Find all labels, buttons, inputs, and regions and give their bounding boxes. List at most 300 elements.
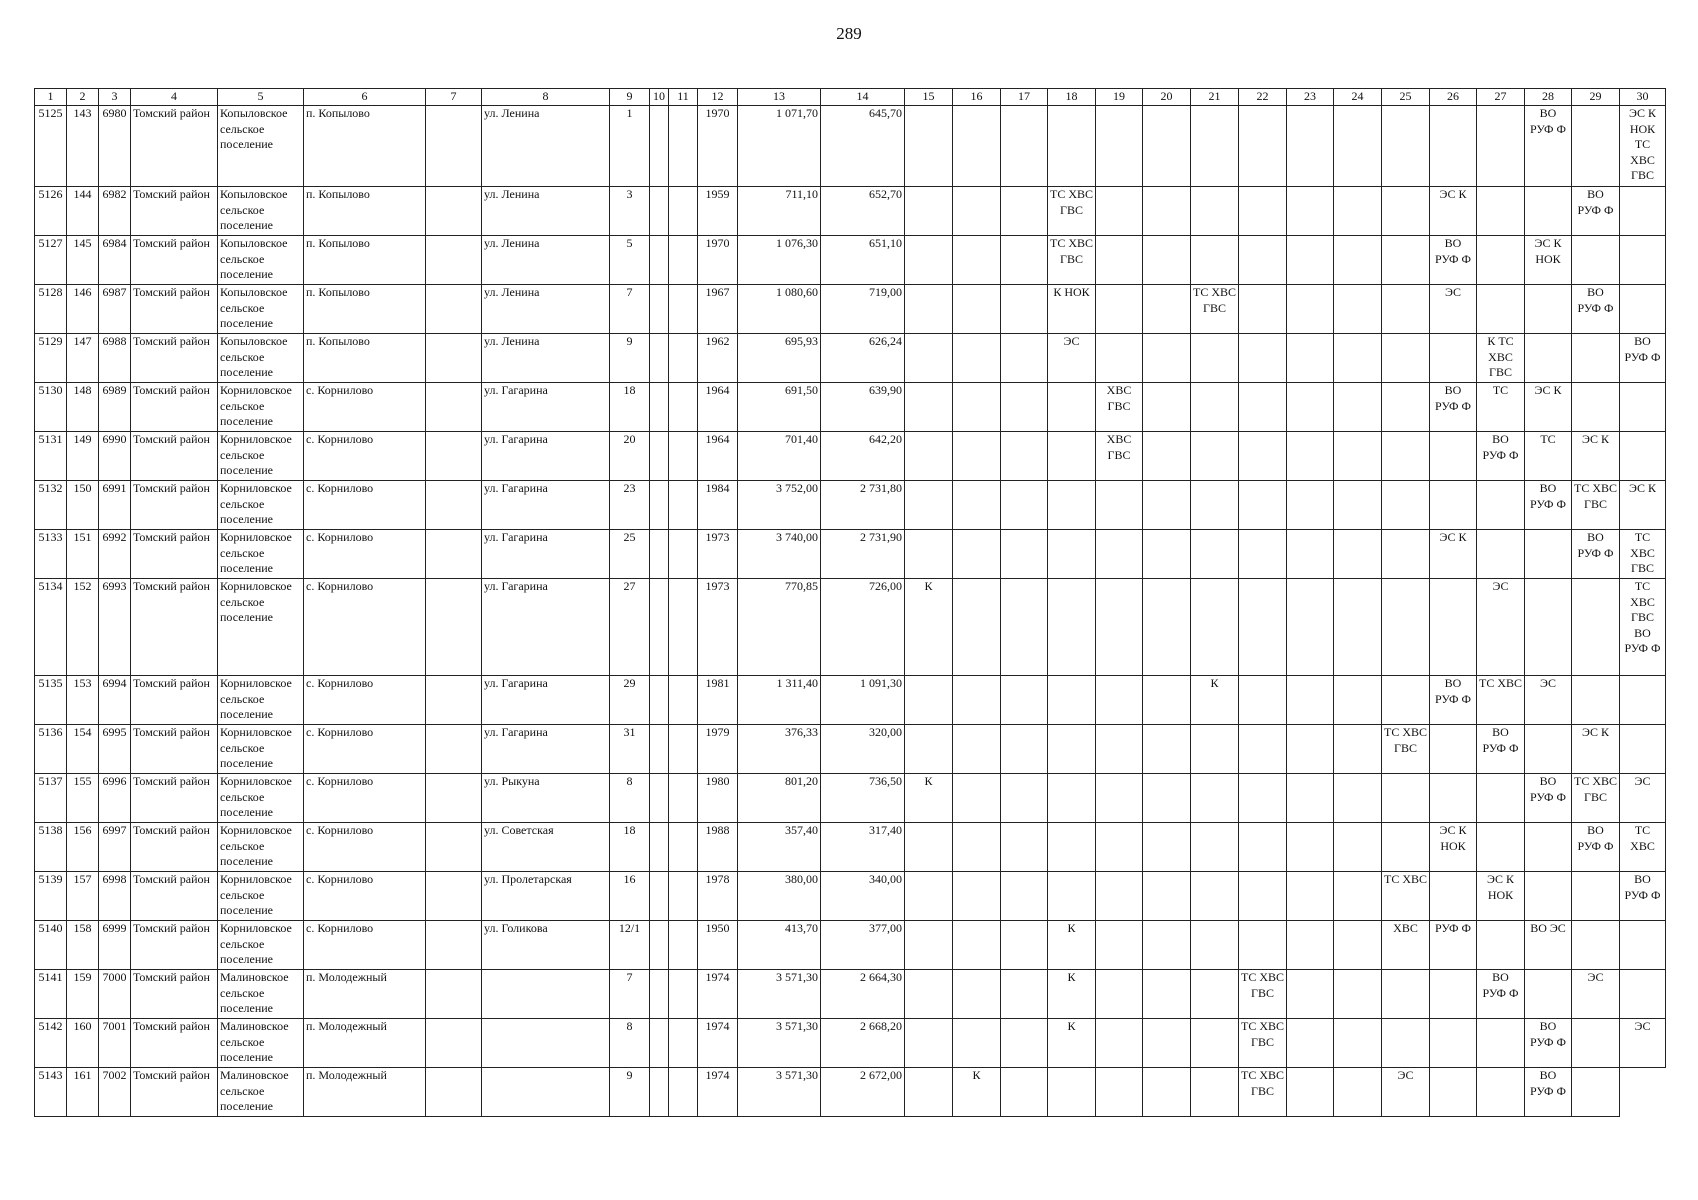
cell-col-14: 320,00 bbox=[821, 725, 905, 774]
cell-col-5: Корниловское сельское поселение bbox=[218, 774, 304, 823]
cell-col-10 bbox=[650, 106, 669, 187]
cell-col-5: Копыловское сельское поселение bbox=[218, 236, 304, 285]
cell-col-24 bbox=[1334, 530, 1382, 579]
cell-col-21 bbox=[1191, 481, 1239, 530]
cell-col-14: 639,90 bbox=[821, 383, 905, 432]
cell-col-20 bbox=[1143, 530, 1191, 579]
cell-col-15 bbox=[905, 481, 953, 530]
cell-col-18 bbox=[1048, 530, 1096, 579]
cell-col-10 bbox=[650, 921, 669, 970]
cell-col-3: 6988 bbox=[99, 334, 131, 383]
cell-col-8: ул. Ленина bbox=[482, 285, 610, 334]
page-number: 289 bbox=[836, 24, 862, 43]
cell-col-3: 6993 bbox=[99, 579, 131, 676]
cell-col-12: 1962 bbox=[698, 334, 738, 383]
cell-col-2: 161 bbox=[67, 1068, 99, 1117]
cell-col-26: ВО РУФ Ф bbox=[1430, 236, 1477, 285]
cell-col-15 bbox=[905, 530, 953, 579]
cell-col-14: 2 668,20 bbox=[821, 1019, 905, 1068]
cell-col-5: Корниловское сельское поселение bbox=[218, 530, 304, 579]
cell-col-19 bbox=[1096, 872, 1143, 921]
cell-col-12: 1978 bbox=[698, 872, 738, 921]
table-row bbox=[35, 823, 1666, 872]
cell-col-20 bbox=[1143, 921, 1191, 970]
cell-col-18: К bbox=[1048, 921, 1096, 970]
column-number-12: 12 bbox=[698, 89, 738, 106]
cell-col-26: ВО РУФ Ф bbox=[1430, 383, 1477, 432]
cell-col-18: ТС ХВС ГВС bbox=[1048, 187, 1096, 236]
cell-col-24 bbox=[1334, 187, 1382, 236]
cell-col-23 bbox=[1287, 1019, 1334, 1068]
cell-col-18 bbox=[1048, 432, 1096, 481]
cell-col-20 bbox=[1143, 481, 1191, 530]
cell-col-23 bbox=[1287, 1068, 1334, 1117]
cell-col-23 bbox=[1287, 676, 1334, 725]
cell-col-27 bbox=[1477, 285, 1525, 334]
cell-col-6: с. Корнилово bbox=[304, 383, 426, 432]
cell-col-22 bbox=[1239, 432, 1287, 481]
cell-col-30: ЭС К НОК ТС ХВС ГВС bbox=[1620, 106, 1666, 187]
cell-col-26 bbox=[1430, 1068, 1477, 1117]
cell-col-29: ВО РУФ Ф bbox=[1572, 530, 1620, 579]
cell-col-22 bbox=[1239, 236, 1287, 285]
cell-col-15: К bbox=[905, 774, 953, 823]
cell-col-8: ул. Гагарина bbox=[482, 481, 610, 530]
cell-col-22 bbox=[1239, 285, 1287, 334]
cell-col-25 bbox=[1382, 285, 1430, 334]
cell-col-23 bbox=[1287, 774, 1334, 823]
column-number-7: 7 bbox=[426, 89, 482, 106]
cell-col-13: 691,50 bbox=[738, 383, 821, 432]
column-number-16: 16 bbox=[953, 89, 1001, 106]
cell-col-28: ТС bbox=[1525, 432, 1572, 481]
cell-col-12: 1970 bbox=[698, 106, 738, 187]
cell-col-27 bbox=[1477, 236, 1525, 285]
cell-col-13: 376,33 bbox=[738, 725, 821, 774]
cell-col-28: ЭС К НОК bbox=[1525, 236, 1572, 285]
cell-col-27: ЭС К НОК bbox=[1477, 872, 1525, 921]
cell-col-28 bbox=[1525, 579, 1572, 676]
table-row bbox=[35, 1019, 1666, 1068]
cell-col-23 bbox=[1287, 334, 1334, 383]
cell-col-23 bbox=[1287, 823, 1334, 872]
column-number-14: 14 bbox=[821, 89, 905, 106]
cell-col-2: 144 bbox=[67, 187, 99, 236]
cell-col-21 bbox=[1191, 1068, 1239, 1117]
cell-col-8: ул. Советская bbox=[482, 823, 610, 872]
cell-col-13: 1 076,30 bbox=[738, 236, 821, 285]
cell-col-29 bbox=[1572, 1019, 1620, 1068]
cell-col-6: п. Копылово bbox=[304, 334, 426, 383]
cell-col-3: 6984 bbox=[99, 236, 131, 285]
cell-col-23 bbox=[1287, 970, 1334, 1019]
cell-col-24 bbox=[1334, 1068, 1382, 1117]
column-number-28: 28 bbox=[1525, 89, 1572, 106]
cell-col-11 bbox=[669, 106, 698, 187]
cell-col-17 bbox=[1001, 106, 1048, 187]
column-number-1: 1 bbox=[35, 89, 67, 106]
cell-col-17 bbox=[1001, 970, 1048, 1019]
cell-col-24 bbox=[1334, 823, 1382, 872]
cell-col-22 bbox=[1239, 823, 1287, 872]
table-row bbox=[35, 676, 1666, 725]
table-row bbox=[35, 285, 1666, 334]
cell-col-13: 3 571,30 bbox=[738, 1068, 821, 1117]
cell-col-24 bbox=[1334, 579, 1382, 676]
cell-col-21 bbox=[1191, 530, 1239, 579]
cell-col-18 bbox=[1048, 676, 1096, 725]
cell-col-7 bbox=[426, 1068, 482, 1117]
cell-col-29: ВО РУФ Ф bbox=[1572, 285, 1620, 334]
cell-col-6: с. Корнилово bbox=[304, 823, 426, 872]
cell-col-21: К bbox=[1191, 676, 1239, 725]
cell-col-30: ТС ХВС bbox=[1620, 823, 1666, 872]
cell-col-9: 8 bbox=[610, 1019, 650, 1068]
cell-col-12: 1980 bbox=[698, 774, 738, 823]
column-number-20: 20 bbox=[1143, 89, 1191, 106]
cell-col-3: 6982 bbox=[99, 187, 131, 236]
cell-col-15 bbox=[905, 823, 953, 872]
cell-col-28: ВО ЭС bbox=[1525, 921, 1572, 970]
cell-col-23 bbox=[1287, 725, 1334, 774]
cell-col-8: ул. Гагарина bbox=[482, 432, 610, 481]
table-row bbox=[35, 530, 1666, 579]
cell-col-26 bbox=[1430, 872, 1477, 921]
cell-col-1: 5142 bbox=[35, 1019, 67, 1068]
cell-col-14: 645,70 bbox=[821, 106, 905, 187]
cell-col-22 bbox=[1239, 106, 1287, 187]
cell-col-25: ХВС bbox=[1382, 921, 1430, 970]
cell-col-4: Томский район bbox=[131, 872, 218, 921]
cell-col-6: с. Корнилово bbox=[304, 579, 426, 676]
cell-col-22 bbox=[1239, 334, 1287, 383]
cell-col-24 bbox=[1334, 383, 1382, 432]
cell-col-7 bbox=[426, 725, 482, 774]
cell-col-27 bbox=[1477, 1068, 1525, 1117]
cell-col-14: 736,50 bbox=[821, 774, 905, 823]
cell-col-26: ЭС К НОК bbox=[1430, 823, 1477, 872]
column-number-30: 30 bbox=[1620, 89, 1666, 106]
cell-col-30: ЭС bbox=[1620, 774, 1666, 823]
column-number-15: 15 bbox=[905, 89, 953, 106]
cell-col-21 bbox=[1191, 872, 1239, 921]
cell-col-21 bbox=[1191, 970, 1239, 1019]
cell-col-10 bbox=[650, 187, 669, 236]
cell-col-12: 1974 bbox=[698, 970, 738, 1019]
cell-col-9: 31 bbox=[610, 725, 650, 774]
cell-col-27: ВО РУФ Ф bbox=[1477, 725, 1525, 774]
cell-col-15 bbox=[905, 676, 953, 725]
cell-col-28 bbox=[1525, 530, 1572, 579]
cell-col-6: с. Корнилово bbox=[304, 774, 426, 823]
cell-col-19 bbox=[1096, 334, 1143, 383]
cell-col-13: 3 740,00 bbox=[738, 530, 821, 579]
cell-col-6: с. Корнилово bbox=[304, 481, 426, 530]
cell-col-3: 6994 bbox=[99, 676, 131, 725]
cell-col-14: 652,70 bbox=[821, 187, 905, 236]
cell-col-27: К ТС ХВС ГВС bbox=[1477, 334, 1525, 383]
cell-col-10 bbox=[650, 334, 669, 383]
cell-col-23 bbox=[1287, 872, 1334, 921]
cell-col-20 bbox=[1143, 1019, 1191, 1068]
cell-col-10 bbox=[650, 872, 669, 921]
cell-col-19 bbox=[1096, 676, 1143, 725]
column-number-19: 19 bbox=[1096, 89, 1143, 106]
cell-col-17 bbox=[1001, 187, 1048, 236]
column-number-24: 24 bbox=[1334, 89, 1382, 106]
cell-col-24 bbox=[1334, 481, 1382, 530]
cell-col-30: ТС ХВС ГВС bbox=[1620, 530, 1666, 579]
table-row bbox=[35, 187, 1666, 236]
cell-col-23 bbox=[1287, 383, 1334, 432]
cell-col-1: 5141 bbox=[35, 970, 67, 1019]
cell-col-16 bbox=[953, 579, 1001, 676]
cell-col-4: Томский район bbox=[131, 106, 218, 187]
table-row bbox=[35, 725, 1666, 774]
cell-col-29: ТС ХВС ГВС bbox=[1572, 481, 1620, 530]
cell-col-6: п. Копылово bbox=[304, 285, 426, 334]
cell-col-27: ТС ХВС bbox=[1477, 676, 1525, 725]
cell-col-5: Копыловское сельское поселение bbox=[218, 187, 304, 236]
cell-col-2: 151 bbox=[67, 530, 99, 579]
cell-col-5: Малиновское сельское поселение bbox=[218, 1068, 304, 1117]
cell-col-3: 6997 bbox=[99, 823, 131, 872]
cell-col-9: 5 bbox=[610, 236, 650, 285]
cell-col-13: 1 311,40 bbox=[738, 676, 821, 725]
cell-col-18 bbox=[1048, 823, 1096, 872]
cell-col-14: 2 731,80 bbox=[821, 481, 905, 530]
cell-col-24 bbox=[1334, 236, 1382, 285]
cell-col-21 bbox=[1191, 106, 1239, 187]
cell-col-17 bbox=[1001, 774, 1048, 823]
table-row bbox=[35, 872, 1666, 921]
cell-col-11 bbox=[669, 383, 698, 432]
cell-col-10 bbox=[650, 432, 669, 481]
cell-col-9: 7 bbox=[610, 285, 650, 334]
cell-col-30: ВО РУФ Ф bbox=[1620, 334, 1666, 383]
cell-col-29 bbox=[1572, 334, 1620, 383]
cell-col-22 bbox=[1239, 921, 1287, 970]
cell-col-9: 9 bbox=[610, 1068, 650, 1117]
cell-col-15 bbox=[905, 1068, 953, 1117]
cell-col-19 bbox=[1096, 774, 1143, 823]
cell-col-18: К bbox=[1048, 970, 1096, 1019]
column-number-3: 3 bbox=[99, 89, 131, 106]
cell-col-29 bbox=[1572, 236, 1620, 285]
cell-col-23 bbox=[1287, 236, 1334, 285]
cell-col-23 bbox=[1287, 481, 1334, 530]
cell-col-5: Корниловское сельское поселение bbox=[218, 432, 304, 481]
column-number-17: 17 bbox=[1001, 89, 1048, 106]
cell-col-7 bbox=[426, 872, 482, 921]
cell-col-17 bbox=[1001, 285, 1048, 334]
cell-col-28: ВО РУФ Ф bbox=[1525, 1068, 1572, 1117]
cell-col-2: 155 bbox=[67, 774, 99, 823]
cell-col-2: 153 bbox=[67, 676, 99, 725]
cell-col-7 bbox=[426, 970, 482, 1019]
cell-col-2: 150 bbox=[67, 481, 99, 530]
cell-col-20 bbox=[1143, 432, 1191, 481]
cell-col-20 bbox=[1143, 187, 1191, 236]
cell-col-10 bbox=[650, 1068, 669, 1117]
cell-col-29: ВО РУФ Ф bbox=[1572, 187, 1620, 236]
cell-col-14: 2 672,00 bbox=[821, 1068, 905, 1117]
cell-col-17 bbox=[1001, 1068, 1048, 1117]
cell-col-21: ТС ХВС ГВС bbox=[1191, 285, 1239, 334]
cell-col-19 bbox=[1096, 1068, 1143, 1117]
cell-col-21 bbox=[1191, 823, 1239, 872]
cell-col-28: ЭС К bbox=[1525, 383, 1572, 432]
cell-col-13: 1 071,70 bbox=[738, 106, 821, 187]
cell-col-23 bbox=[1287, 530, 1334, 579]
cell-col-7 bbox=[426, 106, 482, 187]
cell-col-17 bbox=[1001, 579, 1048, 676]
cell-col-27 bbox=[1477, 774, 1525, 823]
column-number-13: 13 bbox=[738, 89, 821, 106]
cell-col-25 bbox=[1382, 236, 1430, 285]
cell-col-12: 1984 bbox=[698, 481, 738, 530]
cell-col-5: Корниловское сельское поселение bbox=[218, 579, 304, 676]
cell-col-7 bbox=[426, 481, 482, 530]
cell-col-15 bbox=[905, 725, 953, 774]
cell-col-16 bbox=[953, 774, 1001, 823]
cell-col-12: 1981 bbox=[698, 676, 738, 725]
cell-col-28 bbox=[1525, 285, 1572, 334]
cell-col-18 bbox=[1048, 481, 1096, 530]
cell-col-25 bbox=[1382, 187, 1430, 236]
cell-col-21 bbox=[1191, 1019, 1239, 1068]
cell-col-16 bbox=[953, 236, 1001, 285]
cell-col-24 bbox=[1334, 725, 1382, 774]
column-number-11: 11 bbox=[669, 89, 698, 106]
cell-col-3: 6987 bbox=[99, 285, 131, 334]
cell-col-21 bbox=[1191, 383, 1239, 432]
cell-col-3: 6991 bbox=[99, 481, 131, 530]
cell-col-11 bbox=[669, 481, 698, 530]
cell-col-20 bbox=[1143, 579, 1191, 676]
table-row bbox=[35, 1068, 1666, 1117]
cell-col-2: 154 bbox=[67, 725, 99, 774]
cell-col-19 bbox=[1096, 823, 1143, 872]
cell-col-11 bbox=[669, 1068, 698, 1117]
cell-col-24 bbox=[1334, 872, 1382, 921]
cell-col-30 bbox=[1620, 187, 1666, 236]
cell-col-29: ЭС К bbox=[1572, 725, 1620, 774]
cell-col-7 bbox=[426, 187, 482, 236]
cell-col-26 bbox=[1430, 579, 1477, 676]
cell-col-13: 711,10 bbox=[738, 187, 821, 236]
cell-col-26: ЭС К bbox=[1430, 187, 1477, 236]
cell-col-11 bbox=[669, 725, 698, 774]
cell-col-3: 6996 bbox=[99, 774, 131, 823]
cell-col-25 bbox=[1382, 676, 1430, 725]
cell-col-21 bbox=[1191, 236, 1239, 285]
table-row bbox=[35, 432, 1666, 481]
cell-col-5: Копыловское сельское поселение bbox=[218, 334, 304, 383]
cell-col-18 bbox=[1048, 872, 1096, 921]
cell-col-13: 770,85 bbox=[738, 579, 821, 676]
cell-col-8: ул. Гагарина bbox=[482, 530, 610, 579]
cell-col-10 bbox=[650, 579, 669, 676]
cell-col-15 bbox=[905, 236, 953, 285]
cell-col-29 bbox=[1572, 872, 1620, 921]
cell-col-24 bbox=[1334, 970, 1382, 1019]
cell-col-19 bbox=[1096, 1019, 1143, 1068]
cell-col-15 bbox=[905, 106, 953, 187]
cell-col-30 bbox=[1620, 383, 1666, 432]
cell-col-26: ВО РУФ Ф bbox=[1430, 676, 1477, 725]
cell-col-24 bbox=[1334, 334, 1382, 383]
cell-col-5: Копыловское сельское поселение bbox=[218, 285, 304, 334]
cell-col-8: ул. Ленина bbox=[482, 187, 610, 236]
column-number-23: 23 bbox=[1287, 89, 1334, 106]
cell-col-28 bbox=[1525, 970, 1572, 1019]
cell-col-25 bbox=[1382, 823, 1430, 872]
cell-col-30 bbox=[1620, 432, 1666, 481]
cell-col-5: Корниловское сельское поселение bbox=[218, 872, 304, 921]
cell-col-26 bbox=[1430, 1019, 1477, 1068]
cell-col-2: 157 bbox=[67, 872, 99, 921]
cell-col-30 bbox=[1620, 970, 1666, 1019]
cell-col-20 bbox=[1143, 106, 1191, 187]
cell-col-7 bbox=[426, 236, 482, 285]
cell-col-10 bbox=[650, 236, 669, 285]
cell-col-29 bbox=[1572, 676, 1620, 725]
cell-col-4: Томский район bbox=[131, 676, 218, 725]
cell-col-6: п. Молодежный bbox=[304, 970, 426, 1019]
cell-col-1: 5127 bbox=[35, 236, 67, 285]
cell-col-8 bbox=[482, 1019, 610, 1068]
column-number-2: 2 bbox=[67, 89, 99, 106]
cell-col-2: 149 bbox=[67, 432, 99, 481]
cell-col-18 bbox=[1048, 774, 1096, 823]
cell-col-6: п. Копылово bbox=[304, 106, 426, 187]
cell-col-4: Томский район bbox=[131, 481, 218, 530]
cell-col-16 bbox=[953, 872, 1001, 921]
column-number-27: 27 bbox=[1477, 89, 1525, 106]
cell-col-2: 147 bbox=[67, 334, 99, 383]
table-body bbox=[35, 106, 1666, 1117]
cell-col-9: 25 bbox=[610, 530, 650, 579]
cell-col-26: ЭС bbox=[1430, 285, 1477, 334]
table-row bbox=[35, 383, 1666, 432]
cell-col-5: Копыловское сельское поселение bbox=[218, 106, 304, 187]
cell-col-13: 3 752,00 bbox=[738, 481, 821, 530]
cell-col-19 bbox=[1096, 481, 1143, 530]
cell-col-15 bbox=[905, 872, 953, 921]
cell-col-10 bbox=[650, 383, 669, 432]
cell-col-29 bbox=[1572, 1068, 1620, 1117]
cell-col-11 bbox=[669, 334, 698, 383]
table-row bbox=[35, 774, 1666, 823]
cell-col-6: п. Копылово bbox=[304, 187, 426, 236]
cell-col-16 bbox=[953, 823, 1001, 872]
cell-col-2: 145 bbox=[67, 236, 99, 285]
cell-col-1: 5137 bbox=[35, 774, 67, 823]
cell-col-26: РУФ Ф bbox=[1430, 921, 1477, 970]
cell-col-30 bbox=[1620, 236, 1666, 285]
cell-col-4: Томский район bbox=[131, 236, 218, 285]
cell-col-7 bbox=[426, 334, 482, 383]
cell-col-25 bbox=[1382, 530, 1430, 579]
cell-col-4: Томский район bbox=[131, 774, 218, 823]
cell-col-20 bbox=[1143, 774, 1191, 823]
cell-col-24 bbox=[1334, 432, 1382, 481]
cell-col-14: 719,00 bbox=[821, 285, 905, 334]
cell-col-22 bbox=[1239, 187, 1287, 236]
cell-col-25 bbox=[1382, 970, 1430, 1019]
cell-col-13: 695,93 bbox=[738, 334, 821, 383]
